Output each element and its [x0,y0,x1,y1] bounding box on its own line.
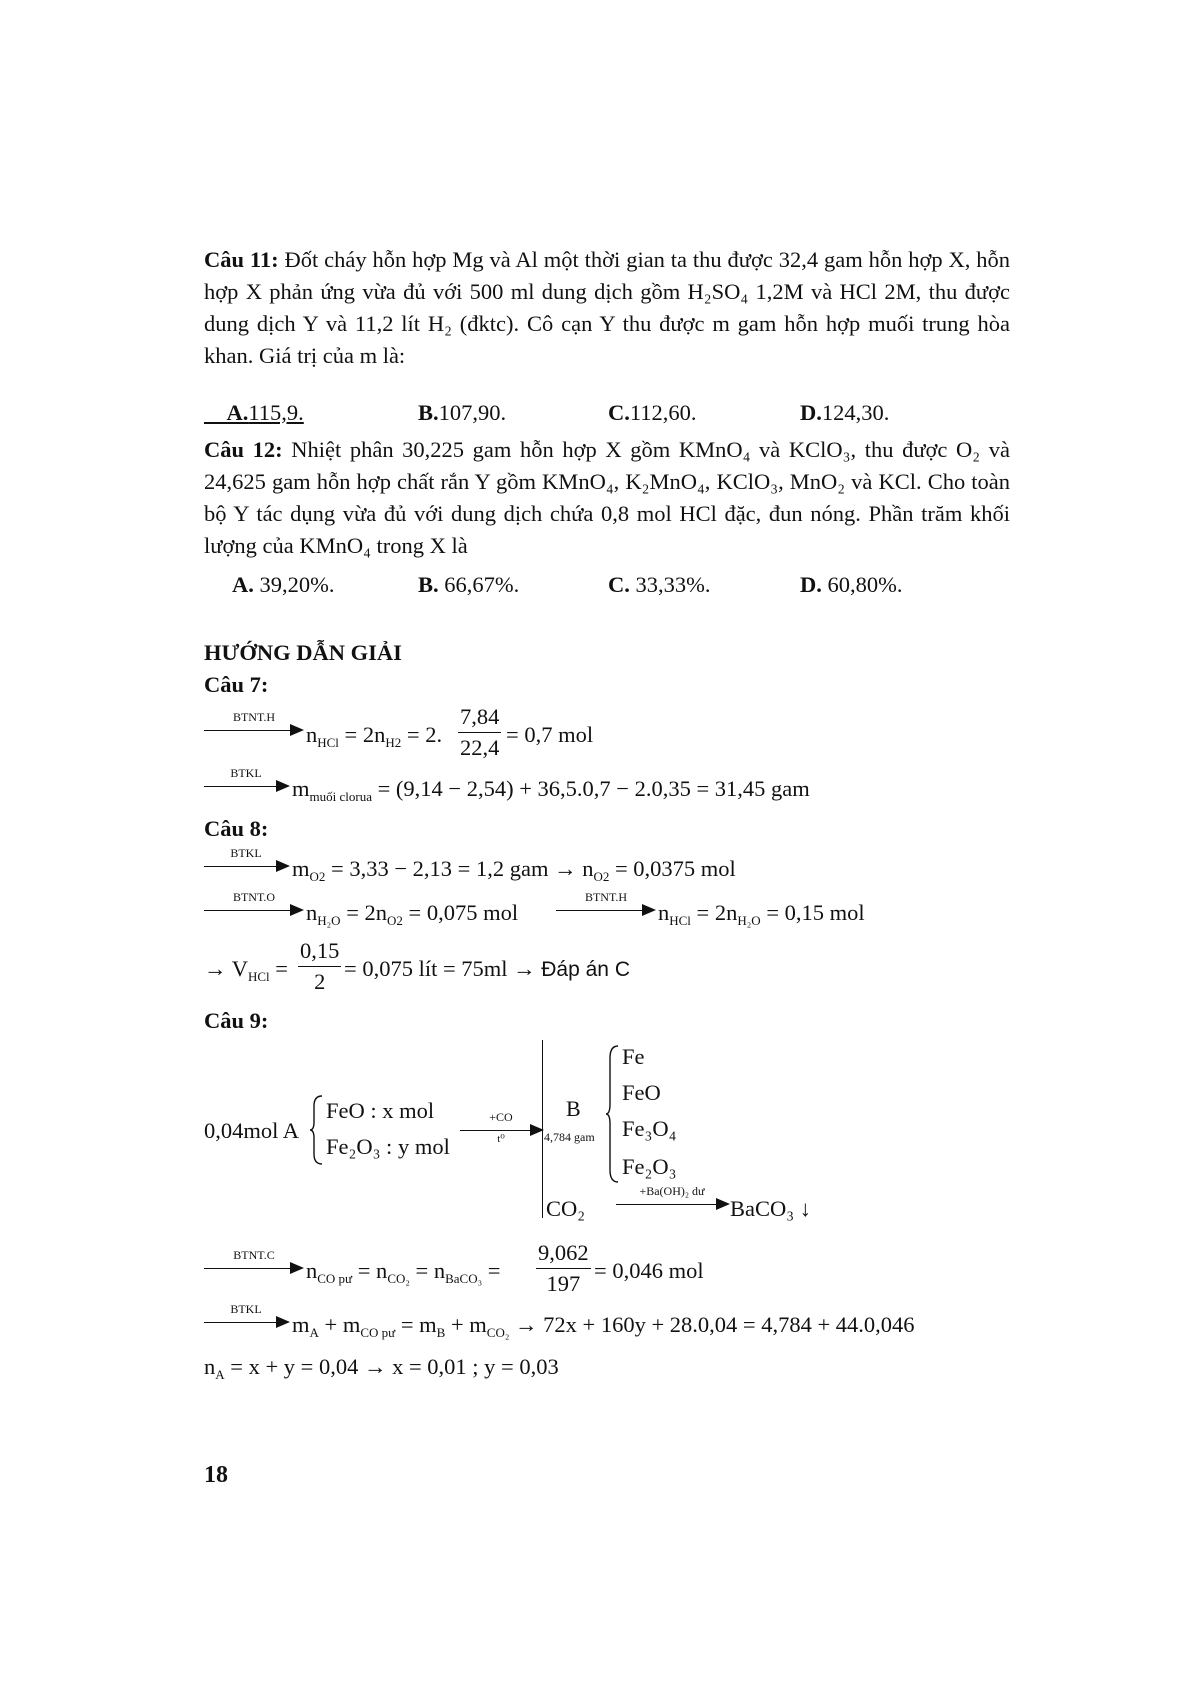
c9-label: Câu 9: [204,1008,269,1033]
c9-a-left: 0,04mol A [204,1118,300,1143]
question-11-options [226,400,1012,430]
question-12-line-3: Cho toàn bộ Y tác dụng vừa đủ với dung dịch chứa 0,8 mol HCl đặc, đun nóng. [204,469,1011,526]
arrow-btnt-h: BTNT.H [556,896,656,916]
question-11-line-2: X, hỗn hợp X phản ứng vừa đủ với 500 ml dung dịch gồm H₂SO₄ 1,2M và HCl [204,247,1011,304]
question-11-label: Câu 11: [204,247,279,272]
arrow-co-reduction: +CO t⁰ [460,1116,542,1136]
c7-eq1-left: $n_{HCl} = 2n_{H2} = 2$. [306,722,443,750]
question-11-line-3: 2M, thu được dung dịch Y và 11,2 lít H₂ (đktc). Cô cạn Y thu được m gam hỗn [204,279,1010,336]
c8-eq3: $n_{HCl} = 2n_{H_2O} = 0,15$ mol [658,900,865,928]
solution-heading: HƯỚNG DẪN GIẢI [204,640,402,665]
question-11-line-1: Đốt cháy hỗn hợp Mg và Al một thời gian ta thu được 32,4 gam hỗn hợp [284,247,943,272]
arrow-btnt-c: BTNT.C [204,1254,304,1274]
c9-eq1-right: = 0,046 mol [594,1258,704,1283]
c9-eq2: $m_A + m_{CO pư} = m_B + m_{CO_2} \to 72x + 160y + 28.0,04 = 4,784 + 44.0,046$ [292,1312,915,1340]
option-a: A.115,9. [226,400,304,425]
arrow-btkl: BTKL [204,1308,288,1328]
c9-b-item-3: Fe₃O₄ [622,1116,677,1141]
c8-eq2: $n_{H_2O} = 2n_{O2} = 0,075$ mol [306,900,519,928]
arrow-ba-oh: +Ba(OH)₂ dư [616,1190,728,1210]
c9-co2: CO₂ [546,1196,586,1221]
question-12 [204,434,1010,562]
question-12-options [232,572,1012,602]
option-b: B. 66,67%. [418,572,520,597]
c8-eq4-right: = 0,075 lít = 75ml → Đáp án C [344,956,630,981]
vertical-divider [542,1040,543,1218]
c9-eq3: $n_A = x + y = 0,04 \to x = 0,01$ ; y = 0,03 [204,1354,559,1382]
option-b: B.107,90. [418,400,507,425]
c9-b-mass: 4,784 gam [544,1130,595,1144]
arrow-btnt-h: BTNT.H [204,716,304,736]
arrow-btkl: BTKL [204,852,288,872]
question-12-line-2: và 24,625 gam hỗn hợp chất rắn Y gồm KMnO₄, K₂MnO₄, KClO₃, MnO₂ và KCl. [204,437,1010,494]
arrow-btnt-o: BTNT.O [204,896,304,916]
c7-eq2: $m_{muối clorua} = (9,14 - 2,54) + 36,5.0,7 - 2.0,35 = 31,45$ gam [292,776,810,804]
c7-eq1-right: = 0,7 mol [506,722,594,747]
page-number: 18 [204,1462,228,1488]
c9-b-item-1: Fe [622,1044,645,1069]
c8-fraction: 0,15 2 [300,938,340,995]
question-12-line-1: Nhiệt phân 30,225 gam hỗn hợp X gồm KMnO₄ và KClO₃, thu được O₂ [291,437,981,462]
c8-eq4-left: → $V_{HCl}$ = [204,956,288,984]
question-11 [204,244,1010,372]
option-d: D. 60,80%. [800,572,903,597]
c9-a-item-1: FeO : x mol [326,1098,435,1123]
c9-a-item-2: Fe₂O₃ : y mol [326,1134,450,1159]
option-a: A. 39,20%. [232,572,335,597]
c9-fraction: 9,062 197 [538,1240,589,1297]
c9-b-item-4: Fe₂O₃ [622,1154,677,1179]
c8-label: Câu 8: [204,816,269,841]
c9-b-item-2: FeO [622,1080,661,1105]
option-d: D.124,30. [800,400,890,425]
c9-eq1-left: $n_{CO pư} = n_{CO_2} = n_{BaCO_3}$ = [306,1258,501,1286]
option-c: C.112,60. [608,400,697,425]
c8-eq1: $m_{O2} = 3,33 - 2,13 = 1,2$ gam → $n_{O2} = 0,0375$ mol [292,856,736,884]
right-brace [606,1044,620,1184]
c7-label: Câu 7: [204,672,269,697]
arrow-btkl: BTKL [204,772,288,792]
option-c: C. 33,33%. [608,572,711,597]
question-11-line-4: hợp muối trung hòa khan. Giá trị của m là: [204,311,1010,368]
left-brace [310,1094,324,1166]
c9-b-label: B [566,1096,581,1121]
question-12-line-4: Phần trăm khối lượng của KMnO₄ trong X là [204,501,1010,558]
question-12-label: Câu 12: [204,437,283,462]
c9-baco3: BaCO₃ ↓ [730,1196,811,1221]
c7-fraction: 7,84 22,4 [460,704,500,761]
